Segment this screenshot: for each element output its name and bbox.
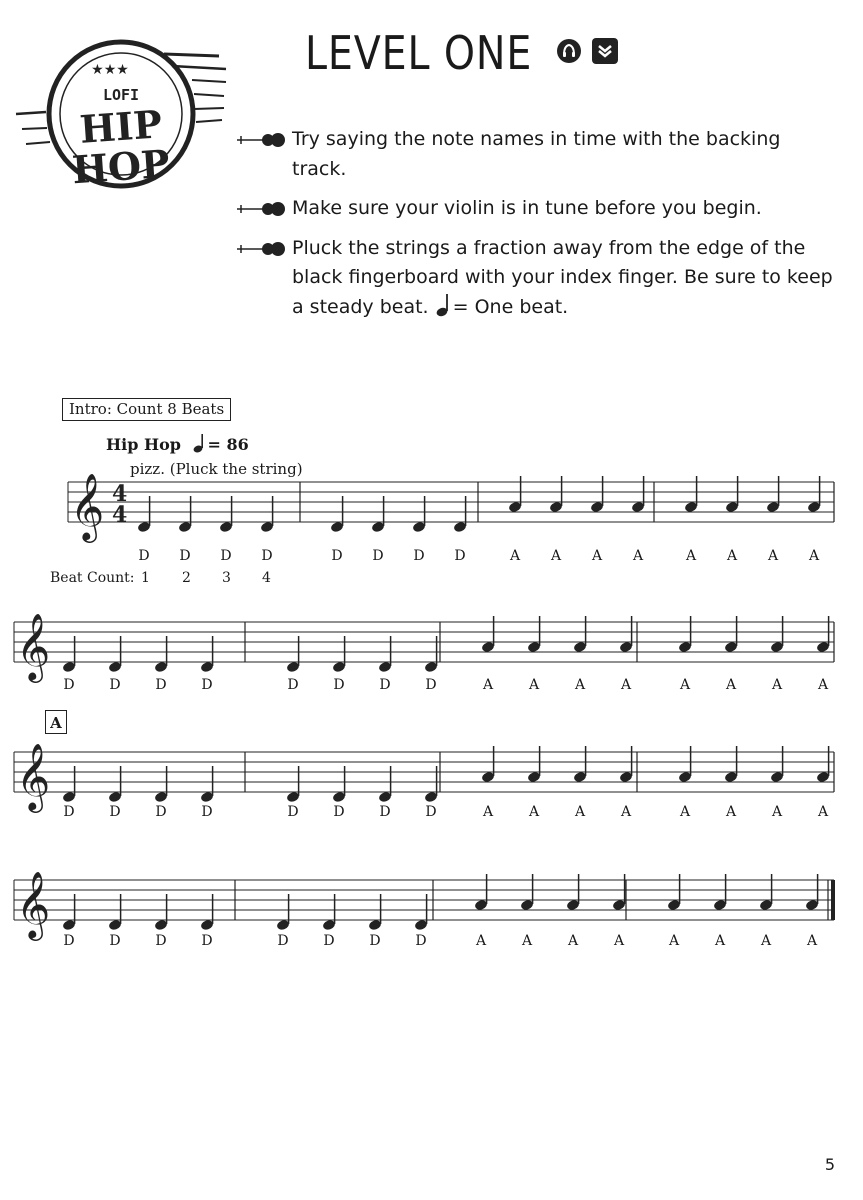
stamp-lofi-text: LOFI <box>102 86 140 104</box>
note-head <box>474 899 488 911</box>
note-name-label: D <box>413 548 425 564</box>
note-head <box>725 501 739 513</box>
note-name-label: D <box>331 548 343 564</box>
note-name-label: D <box>333 677 345 693</box>
note-head <box>481 641 495 653</box>
note-head <box>453 521 467 533</box>
beat-count-number: 4 <box>262 570 271 586</box>
technique-marking: pizz. (Pluck the string) <box>130 460 303 478</box>
note-name-label: D <box>287 804 299 820</box>
note-head <box>816 641 830 653</box>
note-head <box>154 919 168 931</box>
note-name-label: A <box>817 804 829 820</box>
beat-count-number: 3 <box>222 570 231 586</box>
note-head <box>219 521 233 533</box>
note-name-label: A <box>679 804 691 820</box>
note-name-label: A <box>767 548 779 564</box>
note-head <box>62 791 76 803</box>
treble-clef-icon: 𝄞 <box>16 612 51 680</box>
violin-bullet-icon <box>237 132 285 148</box>
note-name-label: D <box>379 804 391 820</box>
stamp-hop-text: HOP <box>70 140 172 193</box>
note-head <box>424 661 438 673</box>
beat-count-number: 2 <box>182 570 191 586</box>
note-head <box>260 521 274 533</box>
note-name-label: A <box>685 548 697 564</box>
note-head <box>527 771 541 783</box>
note-name-label: D <box>287 677 299 693</box>
treble-clef-icon: 𝄞 <box>70 472 105 540</box>
note-name-label: D <box>155 677 167 693</box>
note-head <box>414 919 428 931</box>
note-head <box>62 919 76 931</box>
note-name-label: A <box>817 677 829 693</box>
note-head <box>770 771 784 783</box>
note-name-label: D <box>277 933 289 949</box>
note-head <box>154 661 168 673</box>
note-head <box>332 791 346 803</box>
note-name-label: D <box>63 804 75 820</box>
note-head <box>62 661 76 673</box>
note-head <box>713 899 727 911</box>
note-head <box>330 521 344 533</box>
audio-track-icon[interactable] <box>556 38 582 64</box>
note-head <box>766 501 780 513</box>
note-name-label: D <box>109 933 121 949</box>
note-head <box>200 919 214 931</box>
note-head <box>678 771 692 783</box>
note-name-label: D <box>109 804 121 820</box>
note-name-label: D <box>369 933 381 949</box>
beat-legend: = One beat. <box>452 295 569 318</box>
note-head <box>619 771 633 783</box>
note-name-label: D <box>261 548 273 564</box>
note-head <box>684 501 698 513</box>
note-head <box>322 919 336 931</box>
note-head <box>770 641 784 653</box>
instruction-item <box>237 194 837 224</box>
note-head <box>286 791 300 803</box>
note-head <box>108 919 122 931</box>
treble-clef-icon: 𝄞 <box>16 742 51 810</box>
note-name-label: D <box>155 804 167 820</box>
note-head <box>566 899 580 911</box>
note-name-label: A <box>725 804 737 820</box>
note-name-label: D <box>63 677 75 693</box>
note-head <box>178 521 192 533</box>
tempo-style: Hip Hop <box>106 435 181 454</box>
note-head <box>759 899 773 911</box>
note-name-label: A <box>528 677 540 693</box>
note-name-label: A <box>620 804 632 820</box>
note-name-label: A <box>528 804 540 820</box>
violin-bullet-icon <box>237 241 285 257</box>
note-name-label: A <box>482 677 494 693</box>
note-name-label: A <box>574 677 586 693</box>
note-head <box>481 771 495 783</box>
note-name-label: A <box>550 548 562 564</box>
note-head <box>573 771 587 783</box>
note-name-label: A <box>771 804 783 820</box>
time-signature-bottom: 4 <box>112 502 128 528</box>
note-name-label: A <box>679 677 691 693</box>
note-head <box>108 791 122 803</box>
note-head <box>154 791 168 803</box>
note-head <box>816 771 830 783</box>
note-name-label: D <box>138 548 150 564</box>
note-name-label: A <box>725 677 737 693</box>
note-head <box>549 501 563 513</box>
note-name-label: A <box>574 804 586 820</box>
time-signature-top: 4 <box>112 481 128 507</box>
note-name-label: D <box>201 804 213 820</box>
rehearsal-mark: A <box>45 710 67 734</box>
note-name-label: D <box>372 548 384 564</box>
intro-box: Intro: Count 8 Beats <box>62 398 231 421</box>
note-head <box>332 661 346 673</box>
instruction-text: Make sure your violin is in tune before you begin. <box>292 197 762 219</box>
instruction-text: Try saying the note names in time with the backing track. <box>292 128 781 180</box>
instruction-item <box>237 234 837 323</box>
note-name-label: A <box>567 933 579 949</box>
instruction-list <box>237 125 837 332</box>
note-head <box>667 899 681 911</box>
note-head <box>724 641 738 653</box>
note-head <box>612 899 626 911</box>
note-head <box>619 641 633 653</box>
note-name-label: D <box>109 677 121 693</box>
note-head <box>137 521 151 533</box>
note-name-label: A <box>521 933 533 949</box>
note-name-label: D <box>425 677 437 693</box>
lofi-hip-hop-stamp-logo <box>14 14 229 204</box>
note-head <box>520 899 534 911</box>
note-head <box>378 661 392 673</box>
note-head <box>368 919 382 931</box>
quarter-note-icon <box>193 433 205 453</box>
download-icon[interactable] <box>592 38 618 64</box>
page-title: LEVEL ONE <box>305 26 533 80</box>
note-head <box>412 521 426 533</box>
note-name-label: A <box>632 548 644 564</box>
note-head <box>590 501 604 513</box>
note-head <box>108 661 122 673</box>
treble-clef-icon: 𝄞 <box>16 870 51 938</box>
note-name-label: A <box>591 548 603 564</box>
note-head <box>424 791 438 803</box>
note-head <box>724 771 738 783</box>
tempo-marking <box>106 433 249 454</box>
note-name-label: D <box>454 548 466 564</box>
note-name-label: D <box>179 548 191 564</box>
note-name-label: A <box>808 548 820 564</box>
note-name-label: D <box>323 933 335 949</box>
page-number: 5 <box>824 1155 835 1174</box>
note-name-label: D <box>155 933 167 949</box>
note-name-label: A <box>613 933 625 949</box>
note-head <box>276 919 290 931</box>
note-name-label: D <box>415 933 427 949</box>
note-name-label: A <box>509 548 521 564</box>
note-head <box>200 661 214 673</box>
note-name-label: A <box>760 933 772 949</box>
instruction-item <box>237 125 837 184</box>
stamp-hip-text: HIP <box>78 101 164 152</box>
note-name-label: A <box>714 933 726 949</box>
violin-bullet-icon <box>237 201 285 217</box>
note-head <box>378 791 392 803</box>
note-head <box>371 521 385 533</box>
note-head <box>678 641 692 653</box>
note-head <box>631 501 645 513</box>
note-name-label: A <box>475 933 487 949</box>
note-name-label: D <box>425 804 437 820</box>
quarter-note-icon <box>435 293 451 317</box>
note-name-label: A <box>771 677 783 693</box>
note-head <box>805 899 819 911</box>
beat-count-label: Beat Count: <box>50 570 135 586</box>
beat-count-number: 1 <box>141 570 150 586</box>
note-name-label: D <box>63 933 75 949</box>
note-name-label: A <box>668 933 680 949</box>
note-name-label: A <box>806 933 818 949</box>
note-name-label: D <box>379 677 391 693</box>
note-head <box>807 501 821 513</box>
note-head <box>527 641 541 653</box>
note-head <box>200 791 214 803</box>
note-name-label: A <box>482 804 494 820</box>
note-head <box>508 501 522 513</box>
note-head <box>286 661 300 673</box>
note-name-label: D <box>220 548 232 564</box>
note-name-label: D <box>201 677 213 693</box>
note-head <box>573 641 587 653</box>
note-name-label: D <box>333 804 345 820</box>
stamp-stars: ★★★ <box>91 62 129 78</box>
tempo-bpm: = 86 <box>207 435 249 454</box>
note-name-label: A <box>620 677 632 693</box>
instruction-text: Pluck the strings a fraction away from the edge of the black fingerboard with your index finger. Be sure to keep a steady beat. <box>292 236 833 318</box>
note-name-label: A <box>726 548 738 564</box>
note-name-label: D <box>201 933 213 949</box>
